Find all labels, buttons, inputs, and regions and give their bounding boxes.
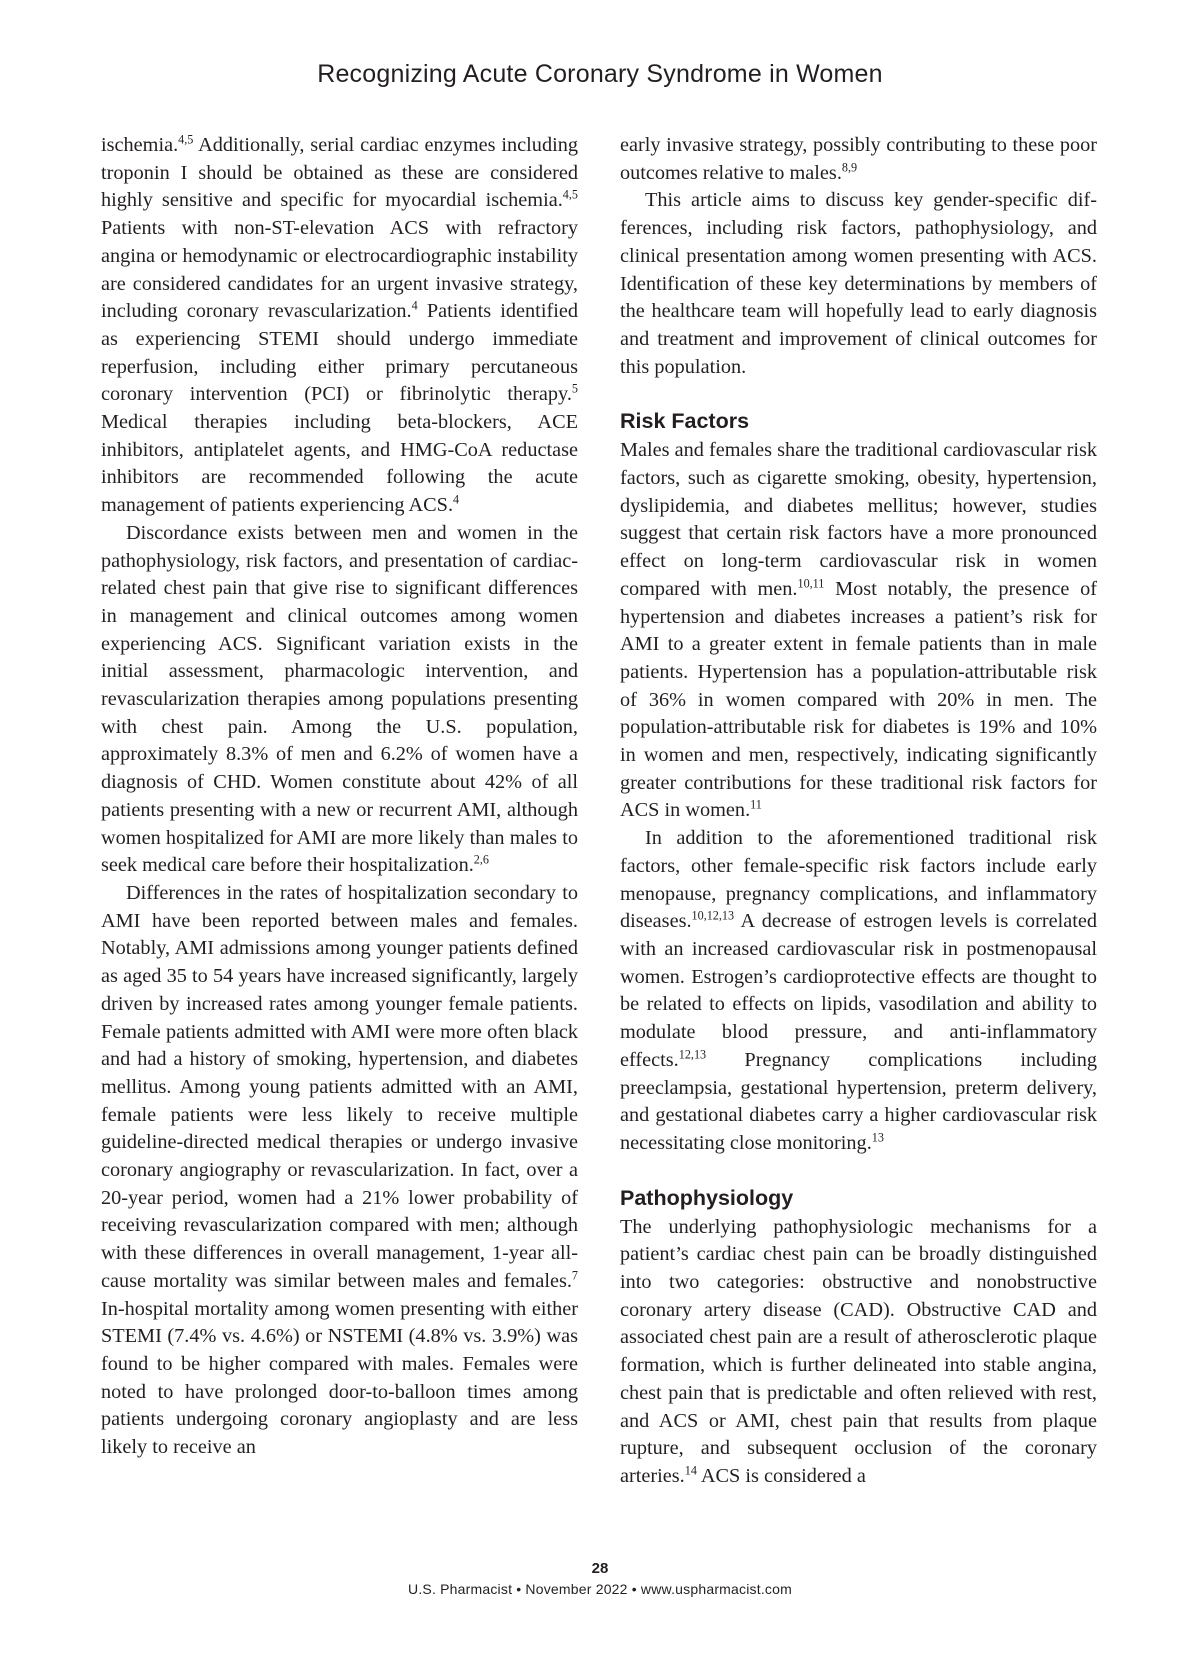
body-paragraph: This article aims to discuss key gender-specific differences, including risk factors, pathophysiology, and clinical presentation among women presenting with ACS. Identification of these key determinations by members of the healthcare team will hopefully lead to early diagnosis and treatment and improvement of clinical outcomes for this population. (620, 189, 1097, 378)
citation-superscript: 14 (684, 1463, 697, 1478)
citation-superscript: 10,12,13 (691, 908, 735, 923)
body-paragraph: Males and females share the traditional cardiovascular risk factors, such as cigarette smoking, obesity, hypertension, dyslipidemia, and diabetes mellitus; however, studies suggest that certain risk factors have a more pronounced effect on long-term cardiovascular risk in women compared with men.$^{10,11}$ Most notably, the presence of hypertension and diabetes increases a patient’s risk for AMI to a greater extent in female patients than in male patients. Hypertension has a population-attributable risk of 36% in women compared with 20% in men. The population-attributable risk for diabetes is 19% and 10% in women and men, respectively, indicating significantly greater contributions for these traditional risk factors for ACS in women.$^{11}$ (620, 439, 1097, 822)
body-paragraph: early invasive strategy, possibly contributing to these poor outcomes relative to males.$^{8,9}$ (620, 134, 1097, 184)
citation-superscript: 4,5 (562, 187, 578, 202)
body-paragraph: In addition to the aforementioned traditional risk factors, other female-specific risk factors include early menopause, pregnancy complications, and inflammatory diseases.$^{10,12,13}$ A decrease of estrogen levels is correlated with an increased cardiovascular risk in postmenopausal women. Estrogen’s cardioprotective effects are thought to be related to effects on lipids, vasodilation and ability to modulate blood pressure, and anti-inflammatory effects.$^{12,13}$ Pregnancy complications including preeclampsia, gestational hypertension, preterm delivery, and gestational diabetes carry a higher cardiovascular risk necessitating close monitoring.$^{13}$ (620, 827, 1097, 1154)
body-paragraph: Discordance exists between men and women in the pathophysiology, risk factors, and presentation of cardiac-related chest pain that give rise to significant differences in management and clinical outcomes among women experiencing ACS. Significant variation exists in the initial assessment, pharmacologic intervention, and revascularization therapies among populations presenting with chest pain. Among the U.S. population, approximately 8.3% of men and 6.2% of women have a diagnosis of CHD. Women constitute about 42% of all patients presenting with a new or recurrent AMI, although women hospitalized for AMI are more likely than males to seek medical care before their hospitalization.$^{2,6}$ (101, 521, 578, 877)
citation-superscript: 11 (750, 797, 762, 812)
body-paragraph: ischemia.$^{4,5}$ Additionally, serial cardiac enzymes including troponin I should be obtained as these are considered highly sensitive and specific for myocardial ischemia.$^{4,5}$ Patients with non-ST-elevation ACS with refractory angina or hemodynamic or electrocardiographic instability are considered candidates for an urgent invasive strategy, including coronary revascularization.$^4$ Patients identified as experiencing STEMI should undergo immediate reperfusion, including either primary percutaneous coronary intervention (PCI) or fibrinolytic therapy.$^5$ Medical therapies including beta-blockers, ACE inhibitors, antiplatelet agents, and HMG-CoA reductase inhibitors are recommended following the acute management of patients experiencing ACS.$^4$ (101, 132, 578, 517)
body-paragraph: Differences in the rates of hospitalization secondary to AMI have been reported between males and females. Notably, AMI admissions among younger patients defined as aged 35 to 54 years have increased significantly, largely driven by increased rates among younger female patients. Female patients admitted with AMI were more often black and had a history of smoking, hypertension, and diabetes mellitus. Among young patients admitted with an AMI, female patients were less likely to receive multiple guideline-directed medical therapies or undergo invasive coronary angiography or revascularization. In fact, over a 20-year period, women had a 21% lower probability of receiving revascularization compared with men; although with these differences in overall management, 1-year all-cause mortality was similar between males and females.$^7$ In-hospital mortality among women presenting with either STEMI (7.4% vs. 4.6%) or NSTEMI (4.8% vs. 3.9%) was found to be higher compared with males. Females were noted to have prolonged door-to-balloon times among patients undergoing coronary angioplasty and are less likely to receive an (101, 881, 578, 1459)
citation-superscript: 13 (871, 1130, 884, 1145)
page-number: 28 (591, 1560, 609, 1577)
right-column (620, 132, 1097, 1491)
section-heading-pathophysiology: Pathophysiology (620, 1185, 794, 1210)
citation-superscript: 4 (411, 298, 418, 313)
footer-publication-line: U.S. Pharmacist • November 2022 • www.uspharmacist.com (408, 1581, 792, 1597)
citation-superscript: 7 (571, 1268, 578, 1283)
citation-superscript: 4 (453, 492, 460, 507)
citation-superscript: 4,5 (178, 132, 194, 147)
citation-superscript: 10,11 (797, 576, 825, 591)
body-paragraph: The underlying pathophysiologic mechanisms for a patient’s cardiac chest pain can be broadly distinguished into two categories: obstructive and nonobstructive coronary artery disease (CAD). Obstructive CAD and associated chest pain are a result of atherosclerotic plaque formation, which is further delineated into stable angina, chest pain that is predictable and often relieved with rest, and ACS or AMI, chest pain that results from plaque rupture, and subsequent occlusion of the coronary arteries.$^{14}$ ACS is considered a (620, 1215, 1097, 1487)
citation-superscript: 12,13 (678, 1047, 707, 1062)
running-header: Recognizing Acute Coronary Syndrome in Women (317, 60, 883, 88)
citation-superscript: 2,6 (473, 852, 489, 867)
citation-superscript: 8,9 (841, 160, 858, 175)
page-footer (0, 1559, 1200, 1599)
section-heading-risk-factors: Risk Factors (620, 409, 750, 434)
citation-superscript: 5 (571, 381, 578, 396)
left-column (101, 132, 578, 1462)
